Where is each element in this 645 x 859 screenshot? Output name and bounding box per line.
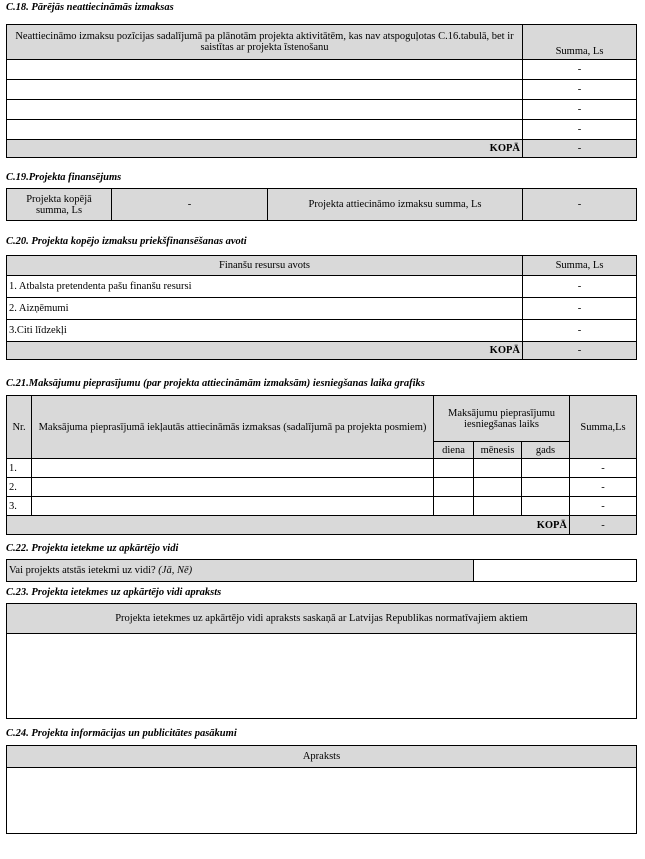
c18-cell-desc[interactable] [7, 80, 523, 100]
c24-title: C.24. Projekta informācijas un publicitātes pasākumi [6, 728, 237, 739]
c21-row-nr: 1. [7, 459, 32, 478]
table-row [7, 80, 637, 100]
c21-cell-sum[interactable]: - [570, 459, 637, 478]
c21-cell-desc[interactable] [32, 459, 434, 478]
c20-header-sum: Summa, Ls [523, 256, 637, 276]
c21-cell-year[interactable] [522, 478, 570, 497]
c22-answer-field[interactable] [474, 560, 637, 582]
c22-question-cell [7, 560, 474, 582]
c18-total-label: KOPĀ [7, 140, 523, 158]
c18-title: C.18. Pārējās neattiecināmās izmaksas [6, 2, 174, 13]
c21-cell-year[interactable] [522, 459, 570, 478]
c22-question: Vai projekts atstās ietekmi uz vidi? [9, 565, 156, 576]
table-row [7, 276, 637, 298]
c20-row-label: 1. Atbalsta pretendenta pašu finanšu resursi [7, 276, 523, 298]
c24-description-field[interactable] [7, 768, 637, 834]
table-row [7, 60, 637, 80]
c20-total-value: - [523, 342, 637, 360]
c20-row-value[interactable]: - [523, 298, 637, 320]
c21-row-nr: 3. [7, 497, 32, 516]
table-row [7, 298, 637, 320]
c19-total-value: - [112, 189, 268, 221]
c22-hint: (Jā, Nē) [158, 565, 193, 576]
c21-cell-sum[interactable]: - [570, 497, 637, 516]
c21-title: C.21.Maksājumu pieprasījumu (par projekta attiecināmām izmaksām) iesniegšanas laika grafiks [6, 378, 425, 389]
table-row [7, 320, 637, 342]
c18-cell-desc[interactable] [7, 60, 523, 80]
c23-table [6, 603, 637, 719]
c21-header-day: diena [434, 442, 474, 459]
c22-table [6, 559, 637, 582]
c21-total-label: KOPĀ [7, 516, 570, 535]
c23-description-field[interactable] [7, 634, 637, 719]
c21-header-month: mēnesis [474, 442, 522, 459]
c18-total-value: - [523, 140, 637, 158]
c18-cell-desc[interactable] [7, 120, 523, 140]
c18-cell-sum[interactable]: - [523, 120, 637, 140]
c21-cell-year[interactable] [522, 497, 570, 516]
c18-cell-sum[interactable]: - [523, 80, 637, 100]
c21-total-value: - [570, 516, 637, 535]
c20-total-label: KOPĀ [7, 342, 523, 360]
c19-eligible-label: Projekta attiecināmo izmaksu summa, Ls [268, 189, 523, 221]
c23-header: Projekta ietekmes uz apkārtējo vidi apraksts saskaņā ar Latvijas Republikas normatīvajiem aktiem [7, 604, 637, 634]
c20-row-value[interactable]: - [523, 320, 637, 342]
table-row [7, 497, 637, 516]
c18-table [6, 24, 637, 158]
c21-cell-month[interactable] [474, 497, 522, 516]
c21-table [6, 395, 637, 535]
c20-row-value[interactable]: - [523, 276, 637, 298]
c21-header-time: Maksājumu pieprasījumu iesniegšanas laiks [434, 396, 570, 442]
c20-header-source: Finanšu resursu avots [7, 256, 523, 276]
c19-eligible-value: - [523, 189, 637, 221]
c20-row-label: 2. Aizņēmumi [7, 298, 523, 320]
c18-cell-sum[interactable]: - [523, 60, 637, 80]
c21-cell-day[interactable] [434, 459, 474, 478]
c20-title: C.20. Projekta kopējo izmaksu priekšfinansēšanas avoti [6, 236, 247, 247]
c21-header-year: gads [522, 442, 570, 459]
c23-title: C.23. Projekta ietekmes uz apkārtējo vidi apraksts [6, 587, 222, 598]
c21-cell-sum[interactable]: - [570, 478, 637, 497]
table-row [7, 120, 637, 140]
c21-cell-day[interactable] [434, 497, 474, 516]
c24-table [6, 745, 637, 834]
c19-title: C.19.Projekta finansējums [6, 172, 122, 183]
c21-header-desc: Maksājuma pieprasījumā iekļautās attiecināmās izmaksas (sadalījumā pa projekta posmiem) [32, 396, 434, 459]
c22-title: C.22. Projekta ietekme uz apkārtējo vidi [6, 543, 179, 554]
c19-table [6, 188, 637, 221]
c20-table [6, 255, 637, 360]
c21-cell-desc[interactable] [32, 478, 434, 497]
c18-cell-sum[interactable]: - [523, 100, 637, 120]
c21-header-nr: Nr. [7, 396, 32, 459]
c19-total-label: Projekta kopējā summa, Ls [7, 189, 112, 221]
table-row [7, 100, 637, 120]
c21-row-nr: 2. [7, 478, 32, 497]
c18-cell-desc[interactable] [7, 100, 523, 120]
c18-header-desc: Neattiecināmo izmaksu pozīcijas sadalījumā pa plānotām projekta aktivitātēm, kas nav atspoguļotas C.16.tabulā, bet ir saistītas ar projekta īstenošanu [7, 25, 523, 60]
c21-cell-desc[interactable] [32, 497, 434, 516]
c18-header-sum: Summa, Ls [523, 25, 637, 60]
c21-header-sum: Summa,Ls [570, 396, 637, 459]
c21-cell-month[interactable] [474, 478, 522, 497]
table-row [7, 478, 637, 497]
c21-cell-day[interactable] [434, 478, 474, 497]
table-row [7, 459, 637, 478]
c21-cell-month[interactable] [474, 459, 522, 478]
c24-header: Apraksts [7, 746, 637, 768]
c20-row-label: 3.Citi līdzekļi [7, 320, 523, 342]
